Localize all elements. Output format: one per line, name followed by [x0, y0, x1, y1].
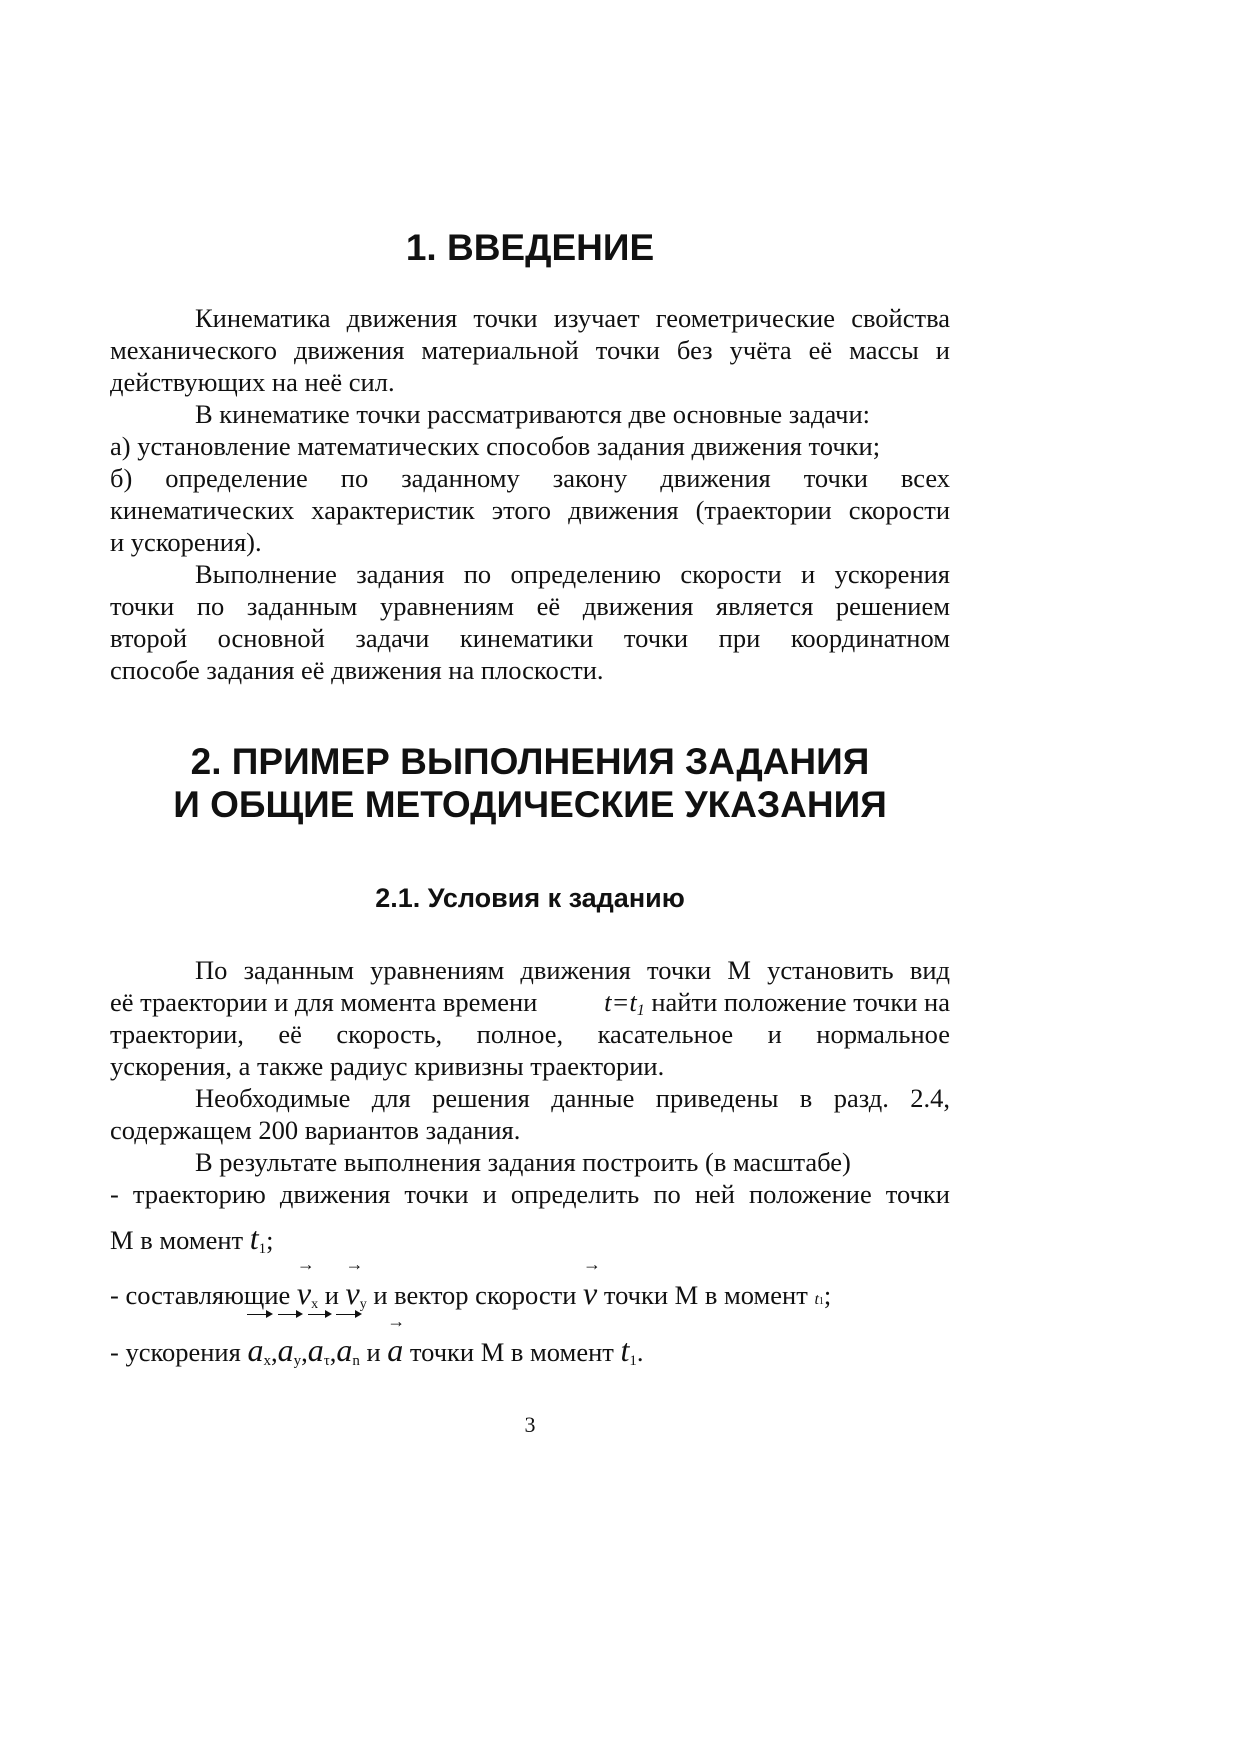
- section-1-title: 1. ВВЕДЕНИЕ: [405, 227, 655, 268]
- var-subscript: 1: [818, 1296, 824, 1307]
- var-subscript: x: [263, 1353, 271, 1369]
- paragraph-line: В результате выполнения задания построить (в масштабе): [195, 1147, 851, 1177]
- paragraph-line: действующих на неё сил.: [110, 367, 395, 397]
- paragraph-line: механического движения материальной точки без учёта её массы и: [110, 335, 950, 365]
- paragraph-line: второй основной задачи кинематики точки при координатном: [110, 623, 950, 653]
- var-subscript: τ: [323, 1353, 330, 1369]
- paragraph-line: кинематических характеристик этого движения (траектории скорости: [110, 495, 950, 525]
- var: a: [387, 1332, 404, 1368]
- punct: ,: [301, 1337, 308, 1367]
- vector-ax: [247, 1334, 271, 1377]
- section-2-title-line-1: 2. ПРИМЕР ВЫПОЛНЕНИЯ ЗАДАНИЯ: [190, 741, 870, 782]
- arrow-icon: →: [387, 1311, 406, 1331]
- vector-vx: [296, 1254, 315, 1311]
- paragraph-line: Необходимые для решения данные приведены в разд. 2.4,: [195, 1083, 950, 1113]
- text: - составляющие: [110, 1280, 297, 1310]
- punct: ;: [266, 1225, 274, 1255]
- punct: .: [636, 1337, 644, 1367]
- text: точки М в момент: [403, 1337, 621, 1367]
- paragraph-line: содержащем 200 вариантов задания.: [110, 1115, 521, 1145]
- paragraph-line: Выполнение задания по определению скорости и ускорения: [195, 559, 950, 589]
- list-item-trajectory: - траекторию движения точки и определить по ней положение точки: [110, 1179, 950, 1209]
- var-subscript: y: [359, 1297, 367, 1312]
- arrow-icon: →: [345, 1254, 364, 1274]
- var-t: t: [814, 1291, 819, 1308]
- section-2-title-line-2: И ОБЩИЕ МЕТОДИЧЕСКИЕ УКАЗАНИЯ: [173, 784, 887, 825]
- arrow-icon: [308, 1314, 330, 1317]
- var: v: [296, 1275, 312, 1311]
- var: a: [307, 1332, 324, 1368]
- var-t: t: [249, 1220, 259, 1256]
- text: и: [359, 1337, 388, 1367]
- paragraph-line: и ускорения).: [110, 527, 262, 557]
- arrow-icon: [247, 1314, 271, 1317]
- paragraph-line: точки по заданным уравнениям её движения является решением: [110, 591, 950, 621]
- arrow-icon: →: [296, 1254, 315, 1274]
- paragraph-line: В кинематике точки рассматриваются две основные задачи:: [195, 399, 871, 429]
- var: v: [583, 1275, 598, 1311]
- arrow-icon: [278, 1314, 302, 1317]
- paragraph-line: траектории, её скорость, полное, касательное и нормальное: [110, 1019, 950, 1049]
- text: и: [318, 1280, 346, 1310]
- formula-text: t=t: [604, 987, 637, 1017]
- text: её траектории и для момента времени: [110, 987, 544, 1017]
- list-item-a: а) установление математических способов задания движения точки;: [110, 431, 881, 461]
- var: v: [345, 1275, 360, 1311]
- subsection-title: 2.1. Условия к заданию: [375, 883, 685, 913]
- page-number: 3: [524, 1412, 536, 1437]
- var-subscript: n: [352, 1353, 360, 1369]
- vector-atau: [308, 1334, 330, 1377]
- vector-vy: [345, 1254, 364, 1311]
- paragraph-line: ускорения, а также радиус кривизны траектории.: [110, 1051, 665, 1081]
- var: a: [277, 1332, 294, 1368]
- text: найти положение точки на: [644, 987, 950, 1017]
- vector-an: [336, 1334, 360, 1377]
- paragraph-line: Кинематика движения точки изучает геометрические свойства: [195, 303, 950, 333]
- punct: ;: [823, 1280, 832, 1310]
- text: и вектор скорости: [366, 1280, 584, 1310]
- var-subscript: x: [311, 1297, 319, 1312]
- list-item-acceleration: [110, 1311, 950, 1377]
- text: - ускорения: [110, 1337, 248, 1367]
- paragraph-line: способе задания её движения на плоскости.: [110, 655, 604, 685]
- paragraph-line: По заданным уравнениям движения точки М установить вид: [195, 955, 950, 985]
- var-t: t: [620, 1332, 630, 1368]
- arrow-icon: →: [583, 1254, 602, 1274]
- var-subscript: 1: [258, 1241, 267, 1257]
- arrow-icon: [336, 1314, 360, 1317]
- punct: ,: [270, 1337, 278, 1367]
- var: a: [336, 1332, 353, 1368]
- list-item-trajectory-cont: [110, 1222, 950, 1265]
- vector-v: [583, 1254, 602, 1311]
- vector-ay: [278, 1334, 302, 1377]
- text: М в момент: [110, 1225, 250, 1255]
- formula-subscript: 1: [636, 1002, 645, 1019]
- var: a: [247, 1332, 264, 1368]
- var-subscript: 1: [629, 1353, 637, 1369]
- vector-a: [387, 1311, 406, 1368]
- list-item-b: б) определение по заданному закону движения точки всех: [110, 463, 950, 493]
- var-subscript: y: [293, 1353, 302, 1369]
- text: точки М в момент: [597, 1280, 815, 1310]
- punct: ,: [329, 1337, 337, 1367]
- list-item-velocity: [110, 1254, 950, 1321]
